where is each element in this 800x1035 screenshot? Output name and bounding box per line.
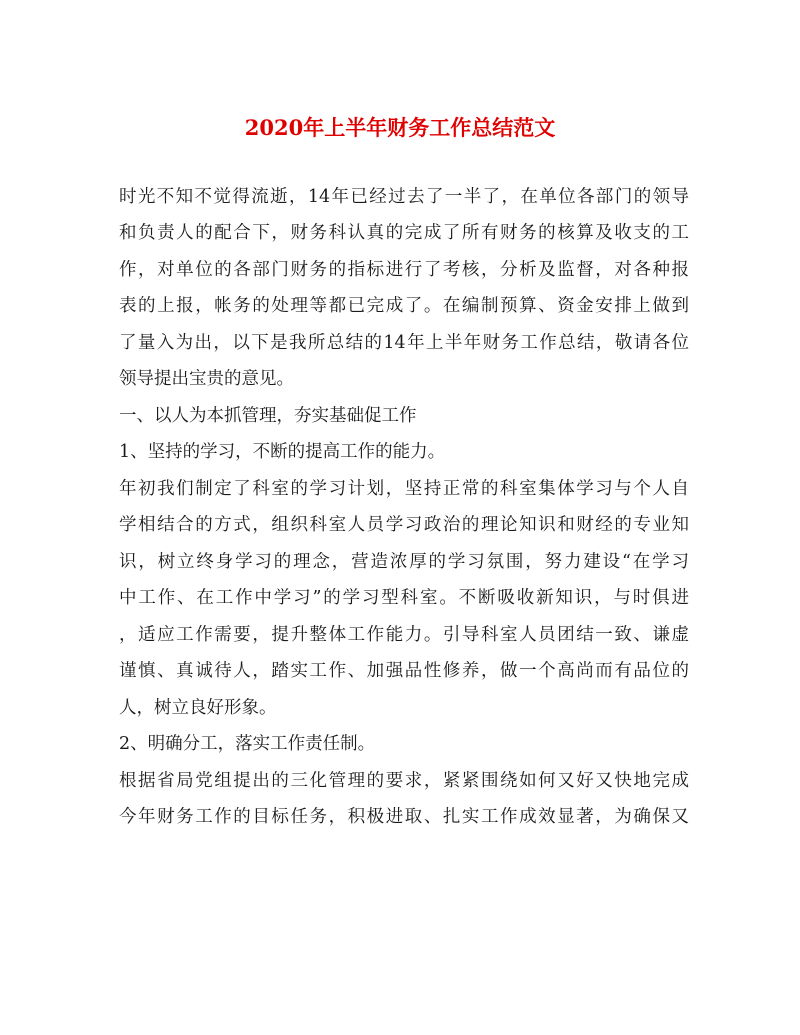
body-line: ，适应工作需要，提升整体工作能力。引导科室人员团结一致、谦虚	[119, 625, 689, 645]
body-line: 谨慎、真诚待人，踏实工作、加强品性修养，做一个高尚而有品位的	[119, 661, 689, 681]
section-heading: 一、以人为本抓管理，夯实基础促工作	[119, 406, 417, 426]
subsection-heading: 2、明确分工，落实工作责任制。	[119, 734, 376, 754]
body-line: 根据省局党组提出的三化管理的要求，紧紧围绕如何又好又快地完成	[119, 771, 689, 791]
body-line: 今年财务工作的目标任务，积极进取、扎实工作成效显著，为确保又	[119, 807, 689, 827]
body-line: 时光不知不觉得流逝，14年已经过去了一半了，在单位各部门的领导	[119, 187, 689, 207]
document-title: 2020年上半年财务工作总结范文	[244, 115, 556, 140]
body-line: 人，树立良好形象。	[119, 698, 277, 718]
body-line: 表的上报，帐务的处理等都已完成了。在编制预算、资金安排上做到	[119, 296, 689, 316]
body-line: 作，对单位的各部门财务的指标进行了考核，分析及监督，对各种报	[119, 260, 689, 280]
body-line: 年初我们制定了科室的学习计划，坚持正常的科室集体学习与个人自	[119, 479, 689, 499]
body-line: 领导提出宝贵的意见。	[119, 369, 294, 389]
body-line: 学相结合的方式，组织科室人员学习政治的理论知识和财经的专业知	[119, 515, 689, 535]
subsection-heading: 1、坚持的学习，不断的提高工作的能力。	[119, 442, 446, 462]
body-line: 和负责人的配合下，财务科认真的完成了所有财务的核算及收支的工	[119, 223, 689, 243]
body-line: 中工作、在工作中学习”的学习型科室。不断吸收新知识，与时俱进	[119, 588, 689, 608]
body-line: 识，树立终身学习的理念，营造浓厚的学习氛围，努力建设“在学习	[119, 552, 689, 572]
body-line: 了量入为出，以下是我所总结的14年上半年财务工作总结，敬请各位	[119, 333, 689, 353]
